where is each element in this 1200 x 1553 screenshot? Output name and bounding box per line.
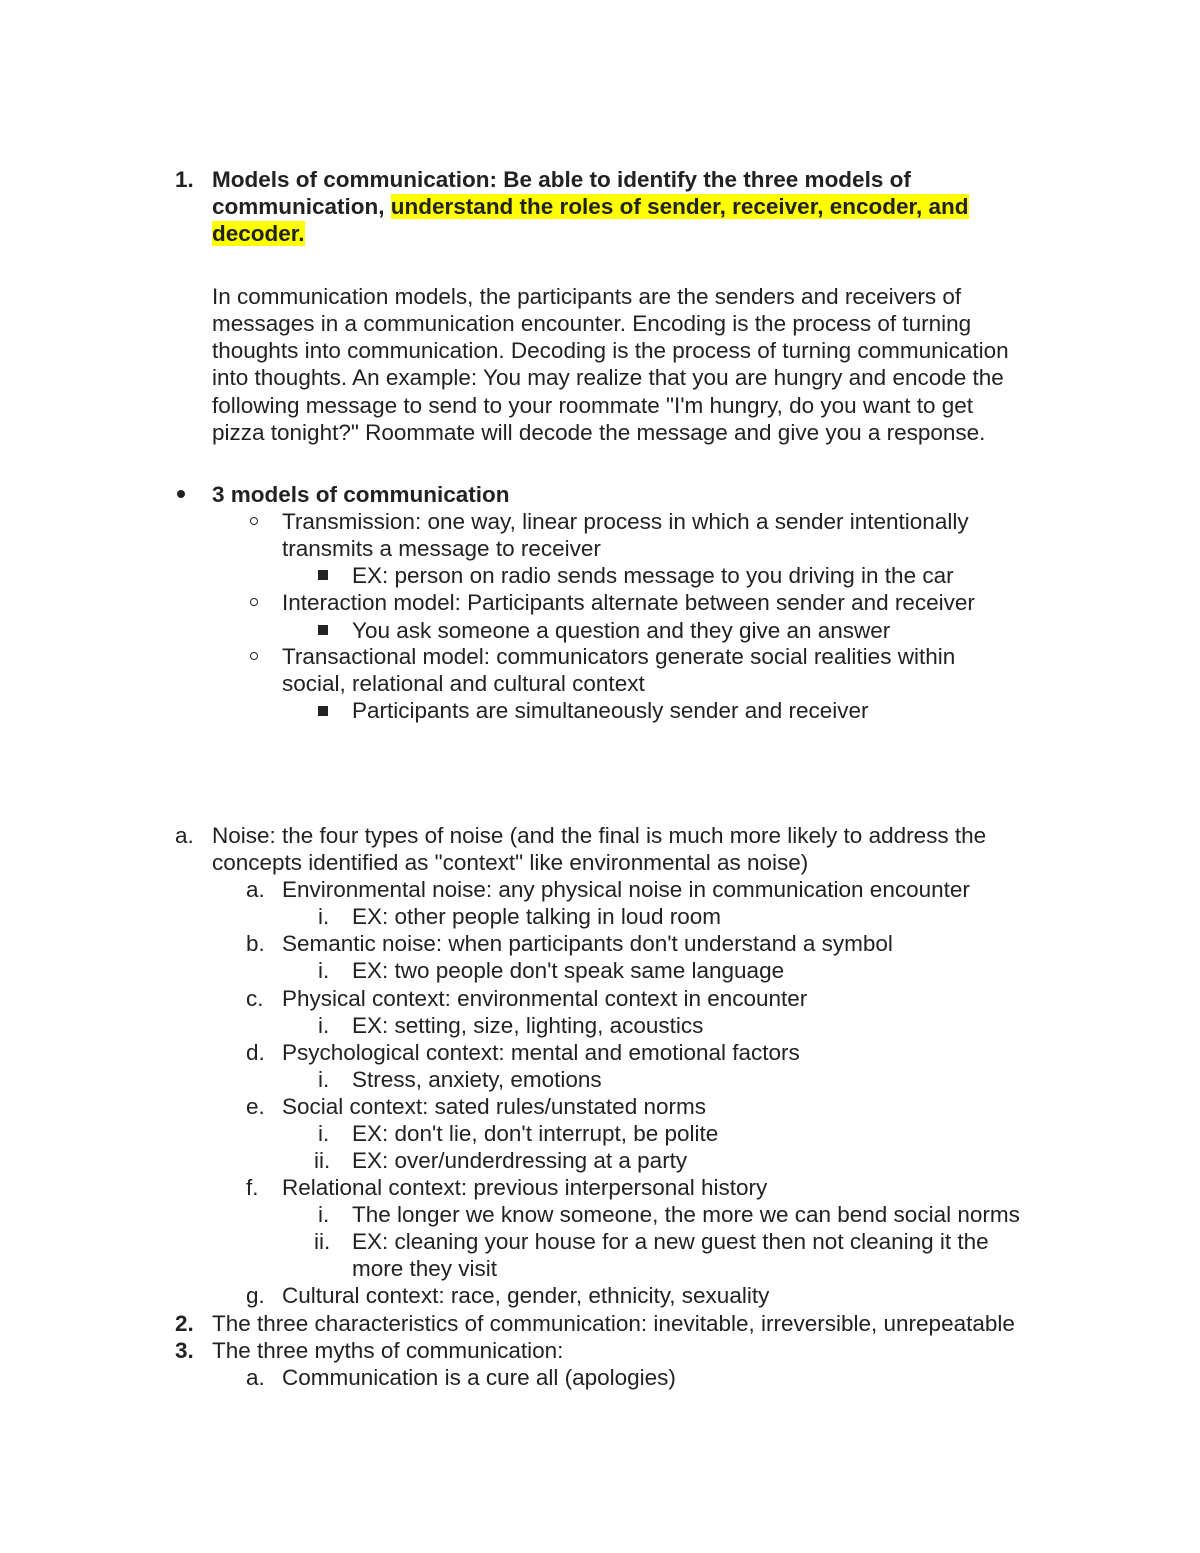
sublist-marker: i. bbox=[318, 958, 330, 983]
sublist-marker: b. bbox=[246, 931, 265, 956]
bullet-square-icon bbox=[318, 625, 328, 635]
sublist-marker: i. bbox=[318, 904, 330, 929]
transactional-example: Participants are simultaneously sender and receiver bbox=[352, 698, 869, 723]
bullet-dot-icon bbox=[177, 490, 185, 498]
noise-line1: Noise: the four types of noise (and the final is much more likely to address the bbox=[212, 823, 987, 848]
list-item: EX: other people talking in loud room bbox=[352, 904, 721, 929]
transactional-line1: Transactional model: communicators generate social realities within bbox=[282, 644, 956, 669]
paragraph-line: pizza tonight?" Roommate will decode the message and give you a response. bbox=[212, 420, 986, 445]
item1-heading-highlight-2: decoder. bbox=[212, 221, 305, 246]
sublist-marker: ii. bbox=[314, 1229, 331, 1254]
sublist-marker: i. bbox=[318, 1202, 330, 1227]
list-number-2: 2. bbox=[175, 1311, 194, 1336]
paragraph-line: messages in a communication encounter. Encoding is the process of turning bbox=[212, 311, 972, 336]
bullet-circle-icon bbox=[250, 652, 258, 660]
list-item: The longer we know someone, the more we can bend social norms bbox=[352, 1202, 1020, 1227]
list-item: EX: don't lie, don't interrupt, be polite bbox=[352, 1121, 719, 1146]
models-heading: 3 models of communication bbox=[212, 482, 510, 507]
list-item: EX: over/underdressing at a party bbox=[352, 1148, 688, 1173]
bullet-circle-icon bbox=[250, 598, 258, 606]
sublist-marker: i. bbox=[318, 1013, 330, 1038]
list-item-continuation: more they visit bbox=[352, 1256, 498, 1281]
transactional-line2: social, relational and cultural context bbox=[282, 671, 645, 696]
interaction-example: You ask someone a question and they give an answer bbox=[352, 618, 891, 643]
list-item: Relational context: previous interpersonal history bbox=[282, 1175, 768, 1200]
list-item: EX: two people don't speak same language bbox=[352, 958, 785, 983]
paragraph-line: into thoughts. An example: You may realize that you are hungry and encode the bbox=[212, 365, 1004, 390]
list-number-1: 1. bbox=[175, 167, 194, 192]
item3a-text: Communication is a cure all (apologies) bbox=[282, 1365, 676, 1390]
transmission-example: EX: person on radio sends message to you driving in the car bbox=[352, 563, 954, 588]
bullet-circle-icon bbox=[250, 517, 258, 525]
list-item: Environmental noise: any physical noise in communication encounter bbox=[282, 877, 970, 902]
list-item: Physical context: environmental context in encounter bbox=[282, 986, 808, 1011]
sublist-marker: e. bbox=[246, 1094, 265, 1119]
bullet-square-icon bbox=[318, 706, 328, 716]
interaction-line: Interaction model: Participants alternate between sender and receiver bbox=[282, 590, 975, 615]
item1-heading-highlight: understand the roles of sender, receiver, encoder, and bbox=[390, 194, 969, 219]
item3-text: The three myths of communication: bbox=[212, 1338, 564, 1363]
sublist-marker: a. bbox=[246, 1365, 265, 1390]
item1-heading-line1: Models of communication: Be able to identify the three models of bbox=[212, 167, 911, 192]
item1-heading-plain: communication, bbox=[212, 194, 385, 219]
list-number-3: 3. bbox=[175, 1338, 194, 1363]
sublist-marker: g. bbox=[246, 1283, 265, 1308]
sublist-marker: a. bbox=[246, 877, 265, 902]
item1-heading-line3 bbox=[212, 220, 305, 247]
sublist-marker: d. bbox=[246, 1040, 265, 1065]
sublist-marker: ii. bbox=[314, 1148, 331, 1173]
list-item: Cultural context: race, gender, ethnicity, sexuality bbox=[282, 1283, 770, 1308]
transmission-line2: transmits a message to receiver bbox=[282, 536, 601, 561]
sublist-marker: i. bbox=[318, 1067, 330, 1092]
item1-heading-line2 bbox=[212, 193, 969, 220]
noise-marker: a. bbox=[175, 823, 194, 848]
item2-text: The three characteristics of communication: inevitable, irreversible, unrepeatable bbox=[212, 1311, 1015, 1336]
list-item: Psychological context: mental and emotional factors bbox=[282, 1040, 800, 1065]
paragraph-line: thoughts into communication. Decoding is the process of turning communication bbox=[212, 338, 1009, 363]
list-item: Social context: sated rules/unstated norms bbox=[282, 1094, 706, 1119]
list-item: EX: setting, size, lighting, acoustics bbox=[352, 1013, 704, 1038]
paragraph-line: In communication models, the participants are the senders and receivers of bbox=[212, 284, 962, 309]
sublist-marker: f. bbox=[246, 1175, 259, 1200]
paragraph-line: following message to send to your roommate "I'm hungry, do you want to get bbox=[212, 393, 974, 418]
sublist-marker: c. bbox=[246, 986, 264, 1011]
transmission-line1: Transmission: one way, linear process in which a sender intentionally bbox=[282, 509, 969, 534]
list-item: EX: cleaning your house for a new guest then not cleaning it the bbox=[352, 1229, 989, 1254]
noise-line2: concepts identified as "context" like environmental as noise) bbox=[212, 850, 809, 875]
list-item: Semantic noise: when participants don't understand a symbol bbox=[282, 931, 893, 956]
sublist-marker: i. bbox=[318, 1121, 330, 1146]
list-item: Stress, anxiety, emotions bbox=[352, 1067, 602, 1092]
bullet-square-icon bbox=[318, 570, 328, 580]
